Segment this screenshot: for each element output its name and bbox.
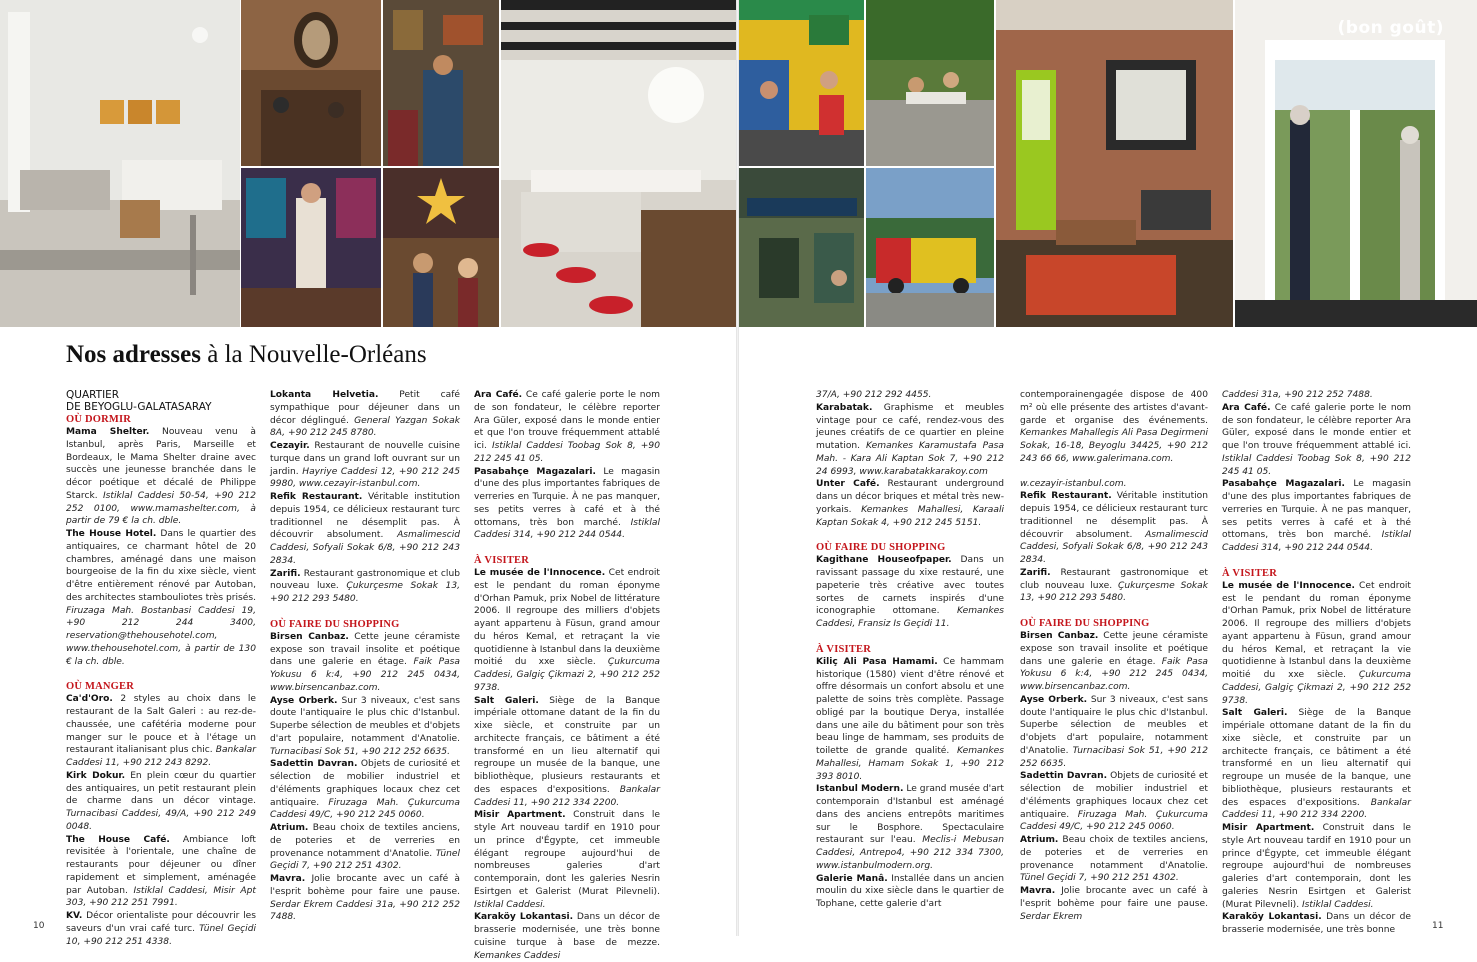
column-2 <box>270 389 460 924</box>
listing-salt-galeri: Salt Galeri. Siège de la Banque impériale ottomane datant de la fin du xixe siècle, et construite par un architecte français, ce bâtiment a été transformé en un lieu alternatif qui regroupe un musée de la banque, une bibliothèque, plusieurs restaurants et des espaces d'expositions. Bankalar Caddesi 11, +90 212 334 2200. <box>1222 708 1411 821</box>
listing-atrium: Atrium. Beau choix de textiles anciens, de poteries et de verreries en provenance notamment d'Anatolie. Tünel Geçidi 7, +90 212 251 4302. <box>1020 835 1208 884</box>
section-heading-visiter: À VISITER <box>474 555 530 566</box>
listing-istanbul-modern: Istanbul Modern. Le grand musée d'art contemporain d'Istanbul est aménagé dans des anciens entrepôts maritimes sur le Bosphore. Spectaculaire restaurant sur l'eau. Meclis-i Mebusan Caddesi, Antrepo4, +90 212 334 7300, www.istanbulmodern.org. <box>816 784 1004 871</box>
quartier-heading-line1: QUARTIER <box>66 389 120 401</box>
section-heading-shopping: OÙ FAIRE DU SHOPPING <box>816 542 946 554</box>
listing-ara-cafe: Ara Café. Ce café galerie porte le nom de son fondateur, le célèbre reporter Ara Güler, exposé dans le monde entier et que l'on trouve fréquemment attablé ici. Istiklal Caddesi Toobag Sok 8, +90 212 245 41 05. <box>1222 402 1412 477</box>
page-number-left: 10 <box>33 921 45 931</box>
listing-misir-apartment: Misir Apartment. Construit dans le style Art nouveau tardif en 1910 pour un prince d'Égypte, cet immeuble élégant regroupe aujourd'hui de nombreuses galeries d'art contemporain, dont les galeries Nesrin Esirtgen et Galerist (Murat Pilevneli). Istiklal Caddesi. <box>1222 823 1411 910</box>
photo-bar-mirror <box>241 0 381 166</box>
listing-cadoro: Ca'd'Oro. 2 styles au choix dans le restaurant de la Salt Galeri : au rez-de-chaussée, une cafétéria moderne pour manger sur le pouce et à l'étage un restaurant italianisant plus chic. Bankalar Caddesi 11, +90 212 243 8292. <box>66 694 256 768</box>
listing-lokanta-helvetia: Lokanta Helvetia. Petit café sympathique pour déjeuner dans un décor déglingué. General Yazgan Sokak 8A, +90 212 245 8780. <box>270 390 460 439</box>
column-1 <box>66 389 256 948</box>
listing-musee-innocence: Le musée de l'Innocence. Cet endroit est le pendant du roman éponyme d'Orhan Pamuk, prix Nobel de littérature 2006. Il regroupe des milliers d'objets ayant appartenu à Füsun, grand amour du héros Kemal, et retraçant la vie quotidienne à Istanbul dans la deuxième moitié du xxe siècle. Çukurcuma Caddesi, Galgiç Çikmazi 2, +90 212 252 9738. <box>1222 580 1411 706</box>
photo-lab-shop <box>739 168 864 327</box>
listing-house-cafe: The House Café. Ambiance loft revisitée à l'orientale, une chaîne de restaurants pour déjeuner ou dîner rapidement et simplement, aménagée par Autoban. Istiklal Caddesi, Misir Apt 303, +90 212 251 7991. <box>66 834 256 909</box>
section-heading-visiter: À VISITER <box>816 643 872 655</box>
column-4 <box>816 389 1004 911</box>
listing-karakoy-lokantasi: Karaköy Lokantasi. Dans un décor de brasserie modernisée, une très bonne cuisine turque à base de mezze. Kemankes Caddesi <box>474 912 661 961</box>
page-number-right: 11 <box>1432 921 1444 931</box>
listing-mavra: Mavra. Jolie brocante avec un café à l'esprit bohème pour faire une pause. Serdar Ekrem Caddesi 31a, +90 212 252 7488. <box>270 874 460 923</box>
page-title <box>66 341 427 369</box>
photo-star-lamp <box>383 168 499 327</box>
section-heading-shopping: OÙ FAIRE DU SHOPPING <box>1020 618 1150 629</box>
listing-karakoy-lokantasi: Karaköy Lokantasi. Dans un décor de brasserie modernisée, une très bonne <box>1222 912 1411 935</box>
column-6 <box>1222 389 1411 937</box>
photo-arcade <box>241 168 381 327</box>
photo-sidewalk <box>866 0 994 166</box>
title-bold: Nos adresses <box>66 341 201 368</box>
listing-kilic-ali-pasa: Kiliç Ali Pasa Hamami. Ce hammam historique (1580) vient d'être rénové et offre désormais un confort absolu et une palette de soins très complète. Passage obligé par la boutique Derya, installée dans une aile du bâtiment pour son très beau linge de hammam, ses produits de toilette de grande qualité. Kemankes Mahallesi, Hamam Sokak 1, +90 212 393 8010. <box>816 656 1004 782</box>
photo-tall-window <box>1235 0 1477 327</box>
listing-kagithane: Kagithane Houseofpaper. Dans un ravissant passage du xixe restauré, une papeterie très créative avec toutes sortes de carnets inspirés d'une iconographie ottomane. Kemankes Caddesi, Fransiz Is Geçidi 11. <box>816 555 1004 629</box>
column-3 <box>474 389 660 962</box>
listing-pasabahce: Pasabahçe Magazalari. Le magasin d'une des plus importantes fabriques de verreries en Turquie. À ne pas manquer, ses petits verres à café et à thé ottomans, très bon marché. Istiklal Caddesi 314, +90 212 244 0544. <box>1222 479 1411 553</box>
listing-galerie-mana-continued: contemporainengagée dispose de 400 m² où elle présente des artistes d'avant-garde et organise des événements. Kemankes Mahallegis Ali Pasa Degirmeni Sokak, 16-18, Beyoglu 34425, +90 212 243 66 66, www.galerimana.com. <box>1020 390 1208 464</box>
listing-ara-cafe: Ara Café. Ce café galerie porte le nom de son fondateur, le célèbre reporter Ara Güler, exposé dans le monde entier et que l'on trouve fréquemment attablé ici. Istiklal Caddesi Toobag Sok 8, +90 212 245 41 05. <box>474 390 660 464</box>
listing-birsen-canbaz: Birsen Canbaz. Cette jeune céramiste expose son travail insolite et poétique dans une galerie en étage. Faik Pasa Yokusu 6 k:4, +90 212 245 0434, www.birsencanbaz.com. <box>1020 631 1209 692</box>
section-heading-dormir: OÙ DORMIR <box>66 414 132 425</box>
section-heading-manger: OÙ MANGER <box>66 681 135 693</box>
photo-antique-shop <box>383 0 499 166</box>
section-tag: (bon goût) <box>1337 18 1444 38</box>
listing-ayse-orberk: Ayse Orberk. Sur 3 niveaux, c'est sans doute l'antiquaire le plus chic d'Istanbul. Superbe sélection de meubles et d'objets d'art populaire, notamment d'Anatolie. Turnacibasi Sok 51, +90 212 252 6635. <box>270 695 460 757</box>
listing-refik: Refik Restaurant. Véritable institution depuis 1954, ce délicieux restaurant turc traditionnel ne désemplit pas. À découvrir absolument. Asmalimescid Caddesi, Sofyali Sokak 6/8, +90 212 243 2834. <box>1020 491 1208 565</box>
listing-house-hotel: The House Hotel. Dans le quartier des antiquaires, ce charmant hôtel de 20 chambres, aménagé dans une maison bourgeoise de la fin du xixe siècle, vient d'être entièrement rénové par Autoban, des architectes stambouliotes très prisés. Firuzaga Mah. Bostanbasi Caddesi 19, +90 212 244 3400, reservation@thehousehotel.com, www.thehousehotel.com, à partir de 130 € la ch. dble. <box>66 529 256 667</box>
quartier-heading-line2: DE BEYOGLU-GALATASARAY <box>66 401 212 413</box>
title-rest: à la Nouvelle-Orléans <box>200 341 427 368</box>
listing-zarifi: Zarifi. Restaurant gastronomique et club nouveau luxe. Çukurçesme Sokak 13, +90 212 293 5480. <box>1020 567 1209 604</box>
photo-loft-room <box>0 0 240 327</box>
listing-mavra: Mavra. Jolie brocante avec un café à l'esprit bohème pour faire une pause. Serdar Ekrem <box>1020 886 1208 922</box>
listing-sadettin-davran: Sadettin Davran. Objets de curiosité et sélection de mobilier industriel et d'éléments graphiques locaux chez cet antiquaire. Firuzaga Mah. Çukurcuma Caddesi 49/C, +90 212 245 0060. <box>270 759 460 821</box>
photo-food-truck <box>866 168 994 327</box>
listing-birsen-canbaz: Birsen Canbaz. Cette jeune céramiste expose son travail insolite et poétique dans une galerie en étage. Faik Pasa Yokusu 6 k:4, +90 212 245 0434, www.birsencanbaz.com. <box>270 631 461 693</box>
listing-atrium: Atrium. Beau choix de textiles anciens, de poteries et de verreries en provenance notamment d'Anatolie. Tünel Geçidi 7, +90 212 251 4302. <box>270 823 460 872</box>
page-gutter <box>736 0 739 936</box>
listing-galerie-mana: Galerie Manâ. Installée dans un ancien moulin du xixe siècle dans le quartier de Tophane, cette galerie d'art <box>816 873 1004 909</box>
listing-karabatak: Karabatak. Graphisme et meubles vintage pour ce café, rendez-vous des jeunes créatifs de ce quartier en pleine mutation. Kemankes Karamustafa Pasa Mah. - Kara Ali Kaptan Sok 7, +90 212 24 6993, www.karabatakkarakoy.com <box>816 402 1004 477</box>
listing-unter-cafe: Unter Café. Restaurant underground dans un décor briques et métal très new-yorkais. Kemankes Mahallesi, Karaali Kaptan Sokak 4, +90 212 245 5151. <box>816 479 1004 528</box>
listing-salt-galeri: Salt Galeri. Siège de la Banque impériale ottomane datant de la fin du xixe siècle, et construite par un architecte français, ce bâtiment a été transformé en un lieu alternatif qui regroupe un musée de la banque, une bibliothèque, plusieurs restaurants et des espaces d'expositions. Bankalar Caddesi 11, +90 212 334 2200. <box>474 695 660 808</box>
section-heading-visiter: À VISITER <box>1222 567 1278 579</box>
listing-sadettin-davran: Sadettin Davran. Objets de curiosité et sélection de mobilier industriel et d'éléments graphiques locaux chez cet antiquaire. Firuzaga Mah. Çukurcuma Caddesi 49/C, +90 212 245 0060. <box>1020 771 1208 833</box>
photo-diner <box>501 0 736 327</box>
section-heading-shopping: OÙ FAIRE DU SHOPPING <box>270 618 400 630</box>
listing-misir-apartment: Misir Apartment. Construit dans le style Art nouveau tardif en 1910 pour un prince d'Égypte, cet immeuble élégant regroupe aujourd'hui de nombreuses galeries d'art contemporain, dont les galeries Nesrin Esirtgen et Galerist (Murat Pilevneli). Istiklal Caddesi. <box>474 810 660 910</box>
listing-musee-innocence: Le musée de l'Innocence. Cet endroit est le pendant du roman éponyme d'Orhan Pamuk, prix Nobel de littérature 2006. Il regroupe des milliers d'objets ayant appartenu à Füsun, grand amour du héros Kemal, et retraçant la vie quotidienne à Istanbul dans la deuxième moitié du xxe siècle. Çukurcuma Caddesi, Galgiç Çikmazi 2, +90 212 252 9738. <box>474 568 660 693</box>
listing-kv: KV. Décor orientaliste pour découvrir les saveurs d'un vrai café turc. Tünel Geçidi 10, +90 212 251 4338. <box>66 911 256 947</box>
listing-continued-address: 37/A, +90 212 292 4455. <box>816 390 932 400</box>
listing-pasabahce: Pasabahçe Magazalari. Le magasin d'une des plus importantes fabriques de verreries en Turquie. À ne pas manquer, ses petits verres à café et à thé ottomans, très bon marché. Istiklal Caddesi 314, +90 212 244 0544. <box>474 466 660 541</box>
listing-continued-address: Caddesi 31a, +90 212 252 7488. <box>1222 390 1373 400</box>
listing-refik: Refik Restaurant. Véritable institution depuis 1954, ce délicieux restaurant turc traditionnel ne désemplit pas. À découvrir absolument. Asmalimescid Caddesi, Sofyali Sokak 6/8, +90 212 243 2834. <box>270 492 460 566</box>
listing-cezayir: Cezayir. Restaurant de nouvelle cuisine turque dans un grand loft ouvrant sur un jardin. Hayriye Caddesi 12, +90 212 245 9980, www.cezayir-istanbul.com. <box>270 441 460 490</box>
listing-kirk-dokur: Kirk Dokur. En plein cœur du quartier des antiquaires, un petit restaurant plein de charme dans un décor vintage. Turnacibasi Caddesi, 49/A, +90 212 249 0048. <box>66 770 256 832</box>
listing-mama-shelter: Mama Shelter. Nouveau venu à Istanbul, après Paris, Marseille et Bordeaux, le Mama Shelter draine avec succès une jeunesse branchée dans le décor poétique et décalé de Philippe Starck. Istiklal Caddesi 50-54, +90 212 252 0100, www.mamashelter.com, à partir de 79 € la ch. dble. <box>66 427 256 527</box>
column-5 <box>1020 389 1208 923</box>
photo-street-cafe <box>739 0 864 166</box>
listing-web-fragment: w.cezayir-istanbul.com. <box>1020 478 1127 489</box>
photo-lime-door <box>996 0 1233 327</box>
listing-ayse-orberk: Ayse Orberk. Sur 3 niveaux, c'est sans doute l'antiquaire le plus chic d'Istanbul. Superbe sélection de meubles et d'objets d'art populaire, notamment d'Anatolie. Turnacibasi Sok 51, +90 212 252 6635. <box>1020 694 1209 769</box>
listing-zarifi: Zarifi. Restaurant gastronomique et club nouveau luxe. Çukurçesme Sokak 13, +90 212 293 5480. <box>270 568 461 604</box>
